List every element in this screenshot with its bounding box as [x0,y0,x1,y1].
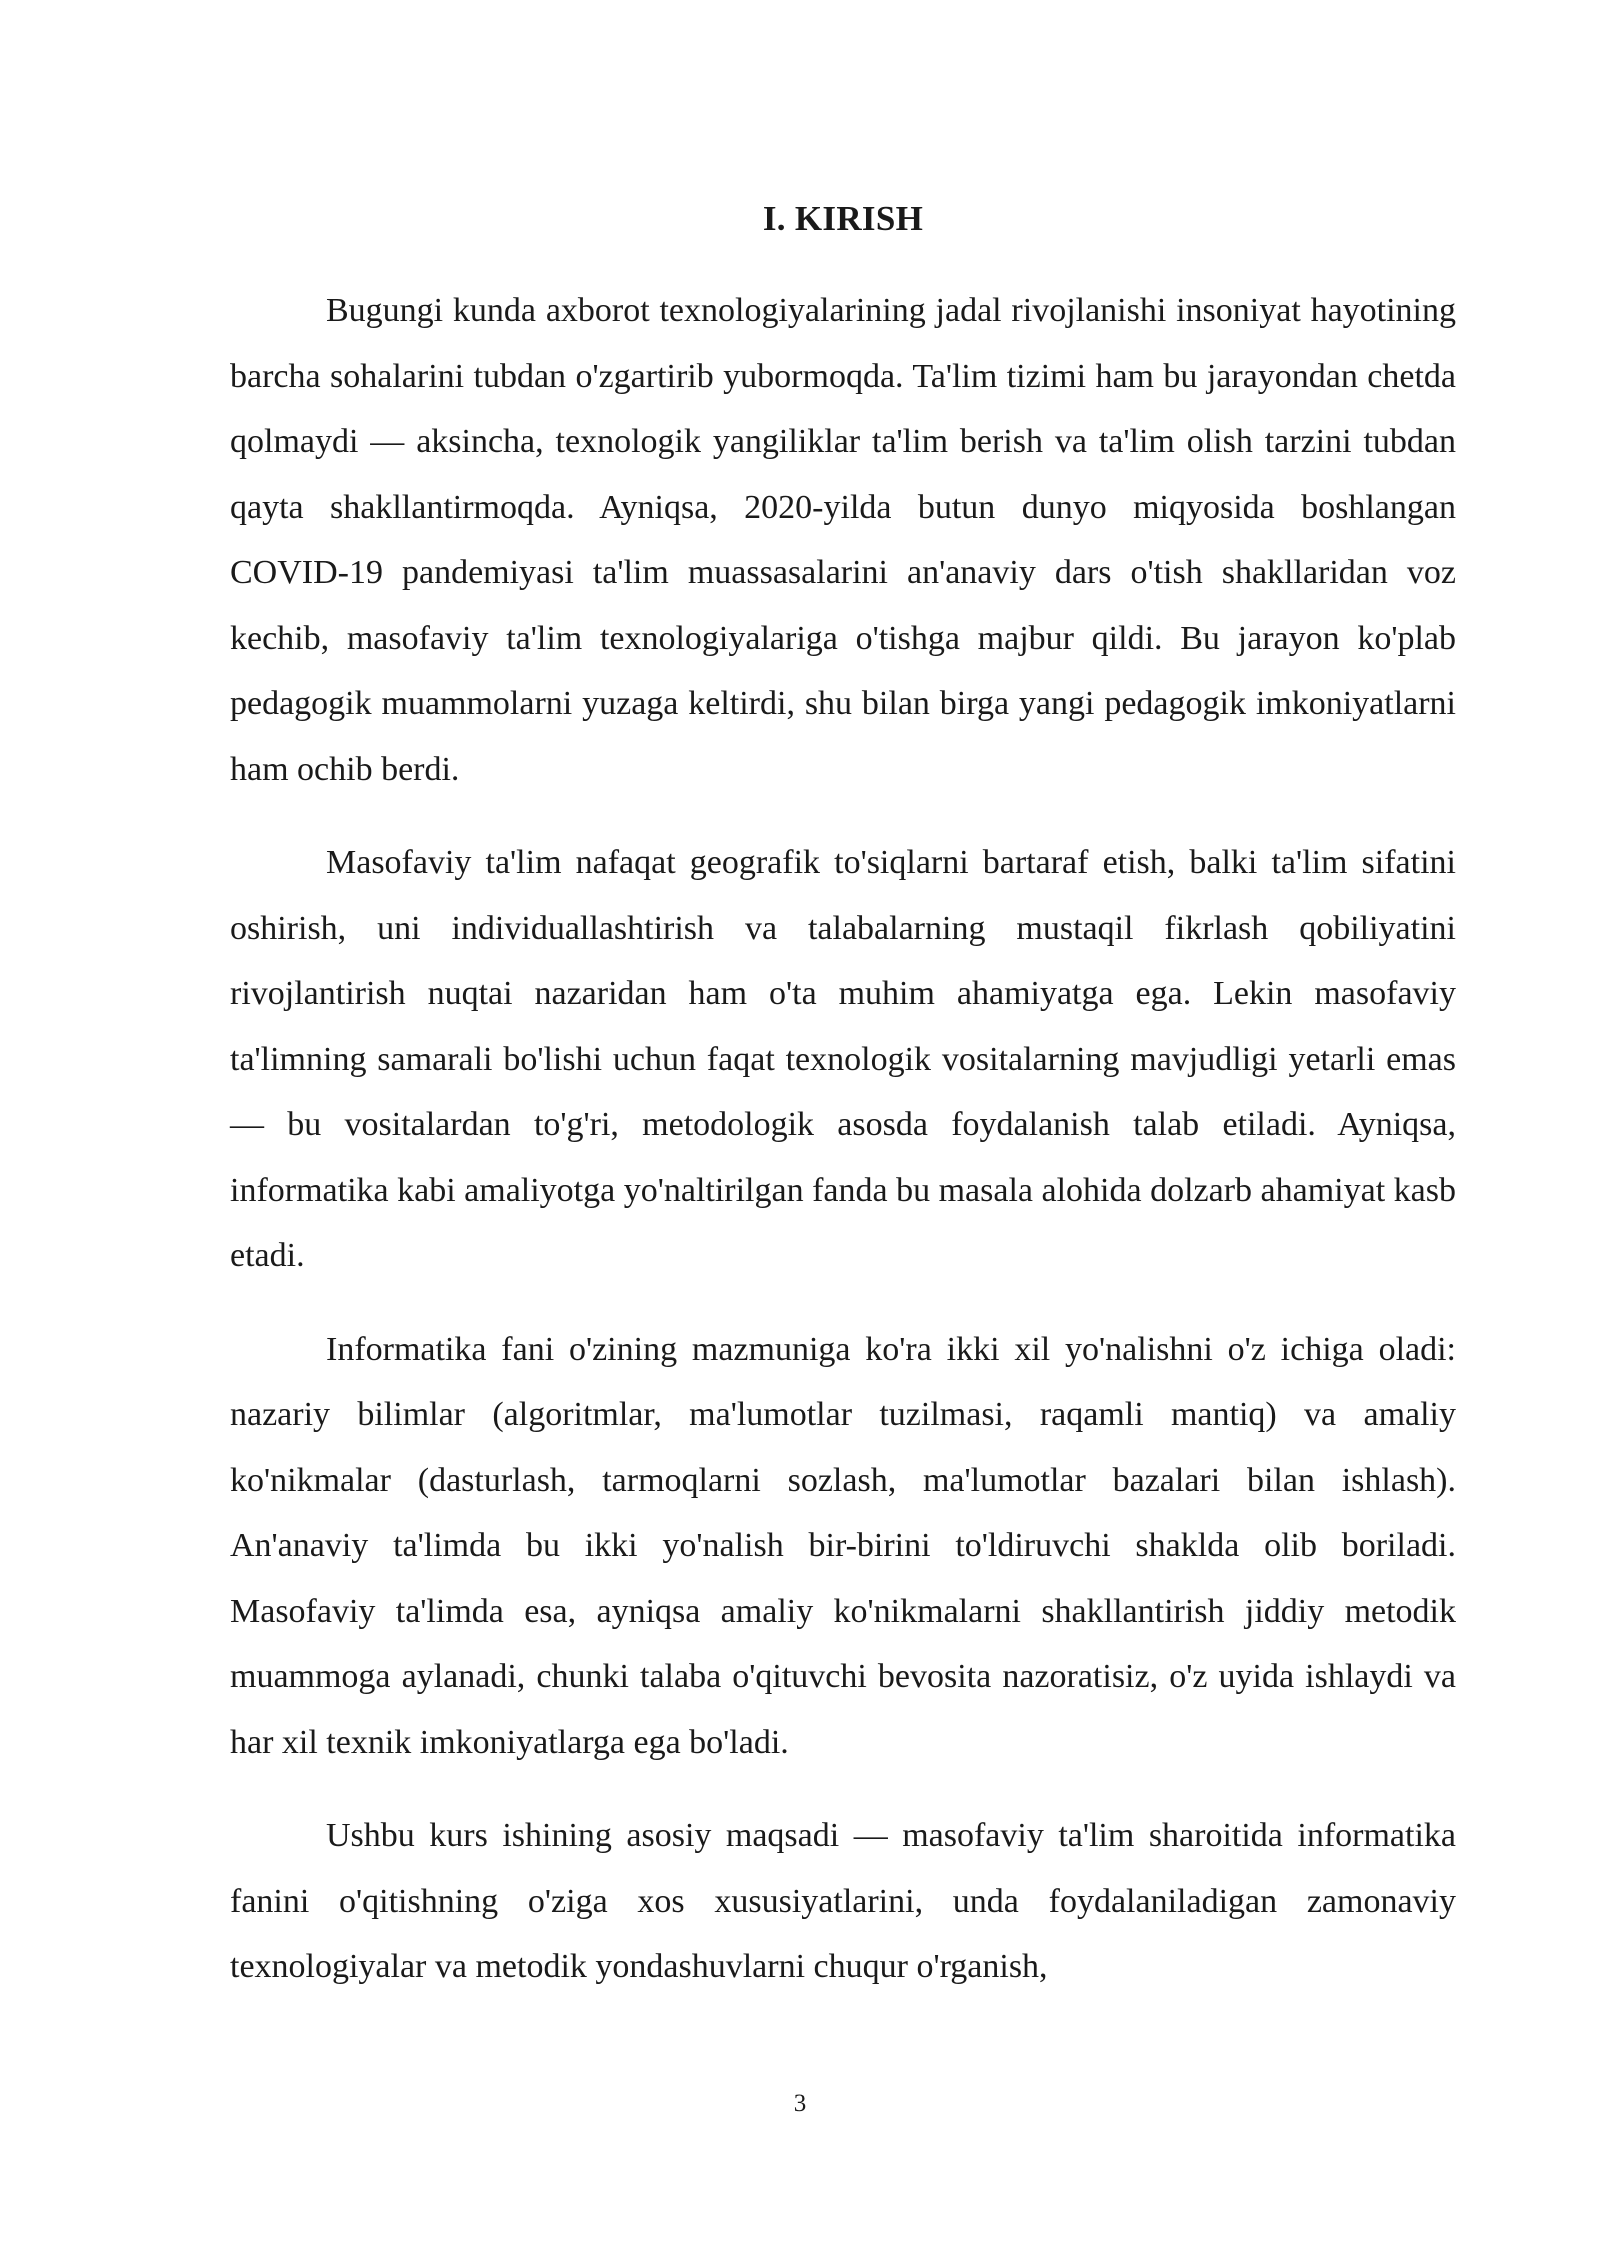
paragraph-informatics: Informatika fani o'zining mazmuniga ko'ra ikki xil yo'nalishni o'z ichiga oladi: nazariy bilimlar (algoritmlar, ma'lumotlar tuzilmasi, raqamli mantiq) va amaliy ko'nikmalar (dasturlash, tarmoqlarni sozlash, ma'lumotlar bazalari bilan ishlash). An'anaviy ta'limda bu ikki yo'nalish bir-birini to'ldiruvchi shaklda olib boriladi. Masofaviy ta'limda esa, ayniqsa amaliy ko'nikmalarni shakllantirish jiddiy metodik muammoga aylanadi, chunki talaba o'qituvchi bevosita nazoratisiz, o'z uyida ishlaydi va har xil texnik imkoniyatlarga ega bo'ladi. [230,1330,1456,1761]
paragraph-intro: Bugungi kunda axborot texnologiyalarining jadal rivojlanishi insoniyat hayotining barcha sohalarini tubdan o'zgartirib yubormoqda. Ta'lim tizimi ham bu jarayondan chetda qolmaydi — aksincha, texnologik yangiliklar ta'lim berish va ta'lim olish tarzini tubdan qayta shakllantirmoqda. Ayniqsa, 2020-yilda butun dunyo miqyosida boshlangan COVID-19 pandemiyasi ta'lim muassasalarini an'anaviy dars o'tish shakllaridan voz kechib, masofaviy ta'lim texnologiyalariga o'tishga majbur qildi. Bu jarayon ko'plab pedagogik muammolarni yuzaga keltirdi, shu bilan birga yangi pedagogik imkoniyatlarni ham ochib berdi. [230,292,1456,788]
section-heading: I. KIRISH [762,199,924,238]
page-number: 3 [793,2090,807,2117]
page-content [230,194,1456,2028]
paragraph-goal: Ushbu kurs ishining asosiy maqsadi — masofaviy ta'lim sharoitida informatika fanini o'qitishning o'ziga xos xususiyatlarini, unda foydalaniladigan zamonaviy texnologiyalar va metodik yondashuvlarni chuqur o'rganish, [230,1817,1456,1985]
paragraph-distance-learning: Masofaviy ta'lim nafaqat geografik to'siqlarni bartaraf etish, balki ta'lim sifatini oshirish, uni individuallashtirish va talabalarning mustaqil fikrlash qobiliyatini rivojlantirish nuqtai nazaridan ham o'ta muhim ahamiyatga ega. Lekin masofaviy ta'limning samarali bo'lishi uchun faqat texnologik vositalarning mavjudligi yetarli emas — bu vositalardan to'g'ri, metodologik asosda foydalanish talab etiladi. Ayniqsa, informatika kabi amaliyotga yo'naltirilgan fanda bu masala alohida dolzarb ahamiyat kasb etadi. [230,844,1456,1274]
